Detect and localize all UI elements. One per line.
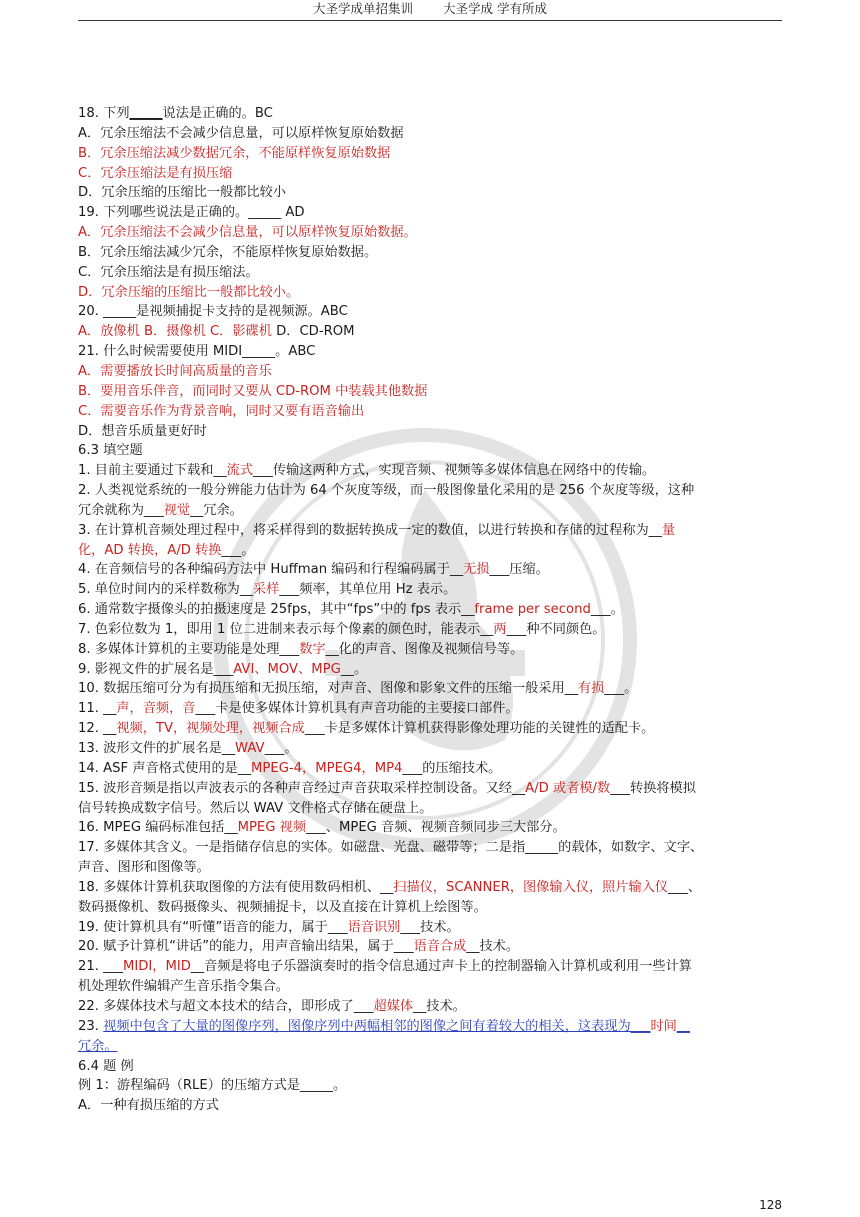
text-segment: 21. ___	[78, 959, 123, 975]
text-segment: 8. 多媒体计算机的主要功能是处理___	[78, 641, 300, 657]
text-segment: 语音合成	[413, 939, 467, 955]
text-segment: __	[676, 1018, 691, 1034]
header-right: 大圣学成 学有所成	[443, 1, 547, 16]
text-segment: 视频，TV，视频处理，视频合成	[116, 721, 305, 737]
text-segment: C．冗余压缩法是有损压缩	[78, 165, 233, 181]
text-segment: _____	[129, 106, 163, 121]
text-line	[78, 302, 782, 322]
text-segment: ___。	[604, 681, 638, 697]
text-segment: 扫描仪，SCANNER，图像输入仪，照片输入仪	[393, 879, 669, 895]
text-line	[78, 580, 782, 600]
text-segment: B．冗余压缩法减少数据冗余，不能原样恢复原始数据	[78, 145, 391, 161]
text-line	[78, 620, 782, 640]
text-line	[78, 183, 782, 203]
text-segment: 冗余就称为___	[78, 502, 164, 518]
text-segment: 7. 色彩位数为 1，即用 1 位二进制来表示每个像素的颜色时，能表示__	[78, 621, 494, 637]
text-line	[78, 501, 782, 521]
text-segment: D．想音乐质量更好时	[78, 423, 207, 439]
text-segment: 18. 下列	[78, 106, 130, 121]
text-line	[78, 957, 782, 977]
text-line	[78, 144, 782, 164]
text-line	[78, 779, 782, 799]
text-segment: __化的声音、图像及视频信号等。	[325, 641, 524, 657]
text-line	[78, 600, 782, 620]
text-line	[78, 898, 782, 918]
document-body	[78, 104, 782, 1116]
text-segment: MIDI，MID	[122, 959, 191, 975]
text-line	[78, 699, 782, 719]
text-segment: 时间	[650, 1018, 677, 1034]
text-line	[78, 838, 782, 858]
text-segment: 19. 下列哪些说法是正确的。_____ AD	[78, 205, 305, 221]
page-header	[78, 0, 782, 21]
text-line	[78, 878, 782, 898]
text-segment: 信号转换成数字信号。然后以 WAV 文件格式存储在硬盘上。	[78, 800, 433, 816]
text-segment: A．冗余压缩法不会减少信息量，可以原样恢复原始数据	[78, 125, 404, 141]
text-segment: 数码摄像机、数码摄像头、视频捕捉卡，以及直接在计算机上绘图等。	[78, 899, 487, 915]
text-line	[78, 679, 782, 699]
text-segment: D．冗余压缩的压缩比一般都比较小	[78, 185, 286, 201]
text-segment: C．冗余压缩法是有损压缩法。	[78, 264, 259, 280]
text-segment: 视频中包含了大量的图像序列，图像序列中两幅相邻的图像之间有着较大的相关，这表现为___	[103, 1018, 651, 1034]
text-line	[78, 541, 782, 561]
text-line	[78, 164, 782, 184]
text-segment: A．放像机 B．摄像机 C．影碟机	[78, 324, 272, 340]
text-segment: 化，AD 转换，A/D 转换	[78, 542, 222, 558]
text-segment: 6. 通常数字摄像头的拍摄速度是 25fps，其中“fps”中的 fps 表示__	[78, 602, 475, 618]
text-segment: 6.3 填空题	[78, 443, 143, 459]
text-segment: ___种不同颜色。	[506, 621, 606, 637]
text-line	[78, 937, 782, 957]
text-segment: 两	[493, 621, 507, 637]
text-segment: 10. 数据压缩可分为有损压缩和无损压缩，对声音、图像和影象文件的压缩一般采用__	[78, 681, 578, 697]
text-segment: __技术。	[413, 998, 466, 1014]
text-segment: ___卡是多媒体计算机获得影像处理功能的关键性的适配卡。	[304, 721, 655, 737]
text-line	[78, 243, 782, 263]
text-segment: __技术。	[466, 939, 520, 955]
text-segment: 22. 多媒体技术与超文本技术的结合，即形成了___	[78, 998, 374, 1014]
text-segment: A．冗余压缩法不会减少信息量，可以原样恢复原始数据。	[78, 225, 417, 241]
text-segment: A．需要播放长时间高质量的音乐	[78, 363, 272, 379]
text-line	[78, 719, 782, 739]
text-line	[78, 1096, 782, 1116]
text-segment: 数字	[299, 641, 326, 657]
text-segment: 23.	[78, 1018, 104, 1034]
text-segment: ___频率，其单位用 Hz 表示。	[279, 582, 457, 598]
text-segment: ___技术。	[400, 919, 460, 935]
text-segment: 14. ASF 声音格式使用的是__	[78, 760, 252, 776]
text-segment: 18. 多媒体计算机获取图像的方法有使用数码相机、__	[78, 879, 394, 895]
text-segment: ___、MPEG 音频、视频音频同步三大部分。	[306, 820, 566, 836]
text-line	[78, 759, 782, 779]
text-segment: B．要用音乐伴音，而同时又要从 CD-ROM 中装载其他数据	[78, 383, 428, 399]
text-segment: __。	[340, 661, 368, 677]
text-line	[78, 997, 782, 1017]
text-line	[78, 124, 782, 144]
text-segment: 量	[661, 522, 676, 538]
text-line	[78, 640, 782, 660]
text-segment: ___。	[264, 741, 298, 756]
text-segment: __冗余。	[190, 502, 243, 518]
text-segment: 例 1：游程编码（RLE）的压缩方式是_____。	[78, 1078, 347, 1094]
text-line	[78, 283, 782, 303]
text-segment: 语音识别	[347, 919, 401, 935]
text-line	[78, 461, 782, 481]
text-line	[78, 441, 782, 461]
text-line	[78, 223, 782, 243]
text-segment: C．需要音乐作为背景音响，同时又要有语音输出	[78, 403, 365, 419]
text-segment: 2. 人类视觉系统的一般分辨能力估计为 64 个灰度等级，而一般图像量化采用的是 256 个灰度等级，这种	[78, 483, 695, 499]
text-segment: 11. __	[78, 701, 117, 717]
text-segment: 1. 目前主要通过下载和__	[78, 463, 227, 479]
text-line	[78, 1076, 782, 1096]
text-segment: __音频是将电子乐器演奏时的指令信息通过声卡上的控制器输入计算机或利用一些计算	[190, 959, 692, 975]
text-segment: 17. 多媒体其含义。一是指储存信息的实体。如磁盘、光盘、磁带等；二是指_____的载体，如数字、文字、	[78, 840, 704, 856]
text-segment: A．一种有损压缩的方式	[78, 1098, 219, 1114]
text-line	[78, 660, 782, 680]
text-line	[78, 739, 782, 759]
text-segment: 6.4 题 例	[78, 1058, 134, 1074]
text-line	[78, 1057, 782, 1077]
text-segment: D．CD-ROM	[271, 324, 355, 340]
text-line	[78, 818, 782, 838]
text-line	[78, 342, 782, 362]
text-segment: MPEG 视频	[237, 820, 307, 836]
text-segment: 4. 在音频信号的各种编码方法中 Huffman 编码和行程编码属于__	[78, 562, 464, 578]
text-segment: 19. 使计算机具有“听懂”语音的能力，属于___	[78, 919, 348, 935]
text-segment: frame per second	[474, 602, 591, 618]
text-line	[78, 918, 782, 938]
text-line	[78, 1037, 782, 1057]
text-segment: ___的压缩技术。	[402, 760, 502, 776]
text-line	[78, 1017, 782, 1037]
text-segment: ___压缩。	[489, 562, 549, 578]
text-line	[78, 263, 782, 283]
text-segment: 13. 波形文件的扩展名是__	[78, 741, 236, 756]
text-segment: 3. 在计算机音频处理过程中，将采样得到的数据转换成一定的数值，以进行转换和存储的过程称为__	[78, 522, 662, 538]
text-segment: 说法是正确的。BC	[162, 106, 273, 121]
text-line	[78, 362, 782, 382]
text-segment: ___。	[221, 542, 255, 558]
text-segment: ___传输这两种方式，实现音频、视频等多媒体信息在网络中的传输。	[253, 463, 656, 479]
header-left: 大圣学成单招集训	[313, 1, 414, 16]
text-line	[78, 104, 782, 124]
text-line	[78, 858, 782, 878]
text-line	[78, 382, 782, 402]
text-line	[78, 977, 782, 997]
text-segment: ___。	[590, 602, 624, 618]
text-segment: WAV	[235, 741, 265, 756]
text-segment: ___卡是使多媒体计算机具有声音功能的主要接口部件。	[195, 701, 519, 717]
text-segment: AVI、MOV、MPG	[233, 661, 341, 677]
page-number: 128	[759, 1198, 782, 1212]
text-segment: 机处理软件编辑产生音乐指令集合。	[78, 979, 289, 995]
text-line	[78, 322, 782, 342]
text-segment: 冗余。	[78, 1038, 118, 1054]
text-segment: ___转换将模拟	[610, 780, 696, 796]
text-segment: 15. 波形音频是指以声波表示的各种声音经过声音获取采样控制设备。又经__	[78, 780, 526, 796]
text-segment: 16. MPEG 编码标准包括__	[78, 820, 238, 836]
text-segment: 21. 什么时候需要使用 MIDI_____。ABC	[78, 344, 316, 360]
text-line	[78, 799, 782, 819]
text-line	[78, 560, 782, 580]
text-line	[78, 481, 782, 501]
text-segment: 有损	[577, 681, 605, 697]
text-segment: 12. __	[78, 721, 117, 737]
text-segment: 5. 单位时间内的采样数称为__	[78, 582, 254, 598]
text-line	[78, 422, 782, 442]
text-segment: 无损	[463, 562, 490, 578]
text-segment: 流式	[226, 463, 254, 479]
text-segment: ___、	[668, 879, 702, 895]
text-segment: 超媒体	[373, 998, 414, 1014]
text-line	[78, 521, 782, 541]
text-segment: 声音、图形和图像等。	[78, 860, 210, 876]
text-segment: 20. _____是视频捕捉卡支持的是视频源。ABC	[78, 304, 348, 320]
text-segment: B．冗余压缩法减少冗余，不能原样恢复原始数据。	[78, 244, 378, 260]
text-segment: A/D 或者模/数	[525, 780, 611, 796]
text-segment: D．冗余压缩的压缩比一般都比较小。	[78, 284, 300, 300]
text-line	[78, 203, 782, 223]
text-segment: 声，音频，音	[116, 701, 196, 717]
text-segment: MPEG-4，MPEG4，MP4	[251, 760, 403, 776]
text-line	[78, 402, 782, 422]
text-segment: 20. 赋予计算机“讲话”的能力，用声音输出结果，属于___	[78, 939, 414, 955]
text-segment: 9. 影视文件的扩展名是___	[78, 661, 234, 677]
text-segment: 采样	[253, 582, 280, 598]
text-segment: 视觉	[163, 502, 191, 518]
